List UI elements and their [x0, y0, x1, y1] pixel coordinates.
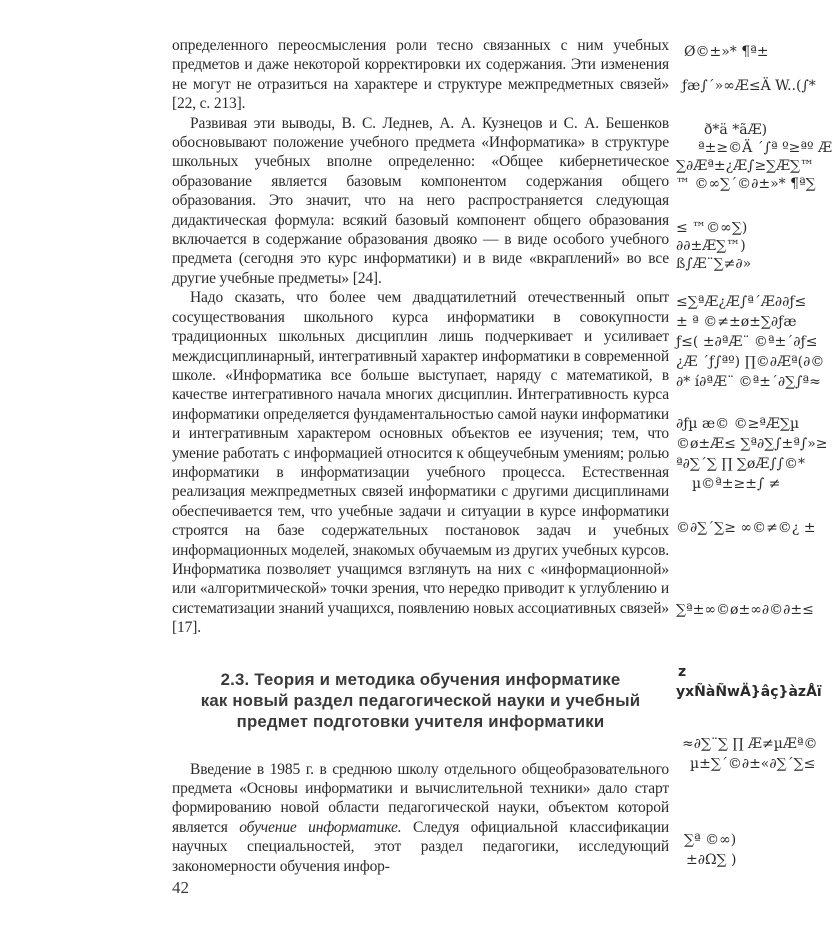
bleed-line: z — [678, 664, 687, 680]
bleed-line: ƒ≤( ±∂ªÆ¨ ©ª±´∂ƒ≤ — [676, 334, 818, 350]
bleed-line: ∂∂±Æ∑™) — [676, 238, 746, 254]
bleed-through-text — [672, 36, 832, 896]
bleed-line: ≤∑ªÆ¿Æ∫ª´Æ∂∂ƒ≤ — [676, 294, 807, 310]
paragraph — [172, 760, 669, 876]
bleed-line: ™ ©∞∑´©∂±»* ¶ª∑ — [676, 176, 816, 192]
bleed-line: Ø©±»* ¶ª± — [684, 44, 769, 60]
bleed-line: ±∂Ω∑ ) — [686, 852, 737, 868]
paragraph: Развивая эти выводы, В. С. Леднев, А. А. Кузнецов и С. А. Бешенков обосновывают положение учебного предмета «Информатика» в структуре школьных учебных вполне определенно: «Общее кибернетическое образование является базовым компонентом содержания общего образования. Это значит, что на него распространяется следующая дидактическая формула: всякий базовый компонент общего образования включается в содержание образования двояко — в виде особого учебного предмета (сегодня это курс информатики) и в виде «вкраплений» во все другие учебные предметы» [24]. — [172, 114, 669, 287]
paragraph: Надо сказать, что более чем двадцатилетний отечественный опыт сосуществования школьного курса информатики в совокупности традиционных школьных дисциплин лишь подчеркивает и усиливает междисциплинарный, интегративный характер информатики в современной школе. «Информатика все больше выступает, наряду с математикой, в качестве интегративного начала многих дисциплин. Интегративность курса информатики определяется фундаментальностью самой науки информатики и интегративным характером основных объектов ее изучения; тем, что умение работать с информацией относится к общеучебным умениям; ролью информатики в информатизации учебного процесса. Естественная реализация межпредметных связей информатики с другими дисциплинами обеспечивается тем, что учебные задачи и ситуации в курсе информатики строятся на базе содержательных постановок задач и учебных информационных моделей, знакомых обучаемым из других учебных курсов. Информатика позволяет учащимся взглянуть на них с «информационной» или «алгоритмической» точки зрения, что нередко приводит к углублению и систематизации знаний учащихся, появлению новых ассоциативных связей» [17]. — [172, 289, 669, 637]
bleed-line: ª±≥©Ä ´∫ª º≥ªº Æ — [698, 140, 832, 156]
bleed-line: ƒæ∫´»∞Æ≤Ä W..(∫* — [682, 78, 816, 94]
bleed-line: ª∂∑´∑ ∏ ∑øÆ∫∫©* — [676, 456, 805, 472]
bleed-line: ∑∂Æª±¿Æ∫≥∑Æ∑™ — [676, 158, 815, 174]
section-heading-line: как новый раздел педагогической науки и учебный — [200, 690, 641, 710]
bleed-line: µ±∑´©∂±«∂∑´∑≤ — [690, 756, 816, 772]
text-column — [172, 36, 669, 876]
bleed-line: ß∫Æ¨∑≠∂» — [676, 256, 752, 272]
paragraph-continuation: определенного переосмысления роли тесно связанных с ним учебных предметов и даже некоторой корректировки их содержания. Эти изменения не могут не отразиться на характере и структуре межпредметных связей» [22, с. 213]. — [172, 37, 669, 113]
section-heading-line: 2.3. Теория и методика обучения информатике — [220, 669, 621, 689]
paragraph-text: Следуя официальной классификации научных специальностей, этот раздел педагогики, исследующий закономерности обучения инфор- — [172, 818, 669, 875]
section-heading — [172, 669, 669, 732]
bleed-line: ∂ƒµ æ© ©≥ªÆ∑µ — [676, 416, 800, 432]
page-number: 42 — [172, 878, 189, 897]
bleed-line: ∂* í∂ªÆ¨ ©ª±´∂∑∫ª≈ — [676, 374, 821, 390]
paragraph-text: Введение в 1985 г. в среднюю школу отдельного общеобразовательного предмета «Основы информатики и вычислительной техники» дало старт формированию новой области педагогической науки, объектом которой является — [172, 760, 669, 836]
section-heading-line: предмет подготовки учителя информатики — [236, 711, 605, 731]
bleed-line: ∑ª ©∞) — [684, 832, 737, 848]
bleed-line: ©∂∑´∑≥ ∞©≠©¿ ± — [676, 520, 816, 536]
bleed-line: ð*ä *ãÆ) — [704, 122, 768, 138]
bleed-line: ≤ ™©∞∑) — [676, 220, 748, 236]
emphasized-term: обучение информатике. — [239, 818, 402, 836]
bleed-line: ∑ª±∞©ø±∞∂©∂±≤ — [676, 602, 814, 618]
bleed-line: ¿Æ ´ƒ∫ªº) ∏©∂Æª(∂© — [676, 354, 825, 370]
bleed-line: yxÑàÑwÄ}âç}àzÅï — [676, 684, 822, 700]
bleed-line: ≈∂∑¨∑ ∏ Æ≠µÆª© — [682, 736, 818, 752]
bleed-line: ©ø±Æ≤ ∑ª∂∑∫±ª∫»≥ — [676, 436, 828, 452]
bleed-line: µ©ª±≥±∫ ≠ — [692, 476, 781, 492]
bleed-line: ± ª ©≠±ø±∑∂ƒæ — [676, 314, 797, 330]
